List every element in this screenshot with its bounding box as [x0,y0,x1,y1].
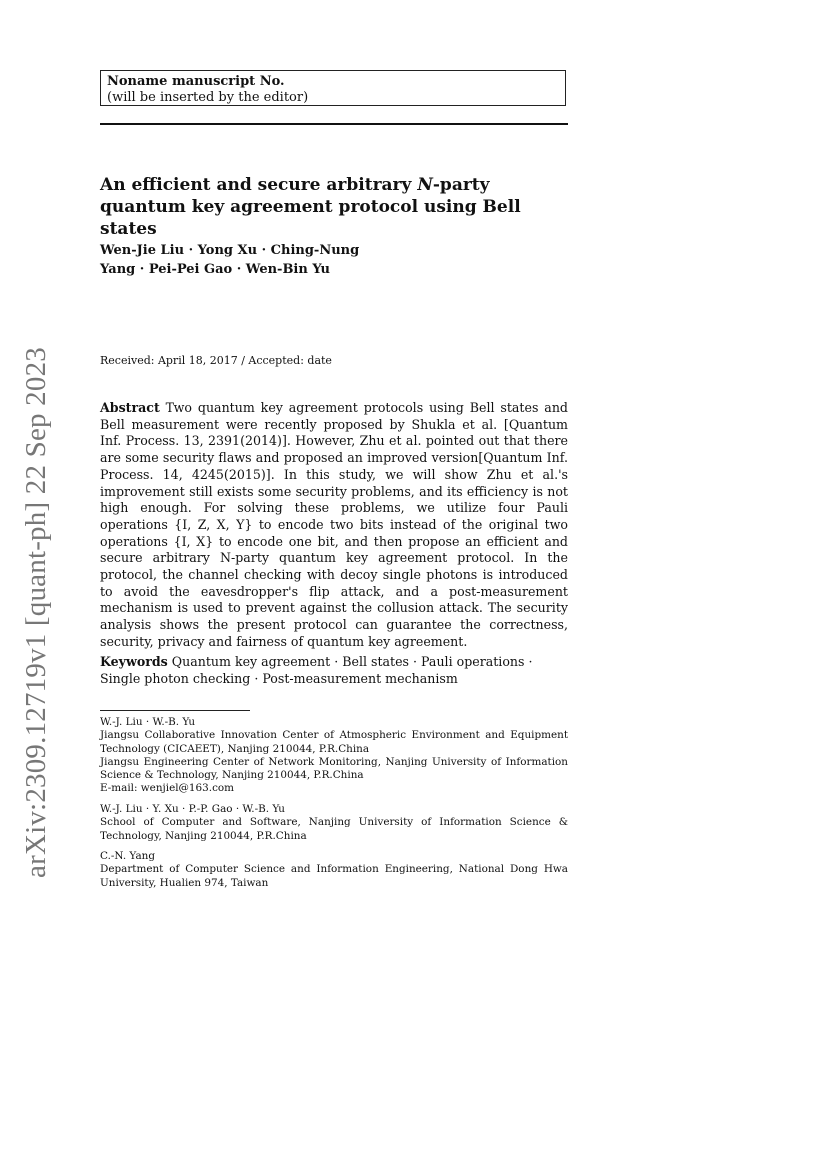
title-part-2: -party quantum key agreement protocol using Bell states [100,175,521,239]
affiliation-names: W.-J. Liu · Y. Xu · P.-P. Gao · W.-B. Yu [100,803,285,815]
affiliation-line: School of Computer and Software, Nanjing University of Information Science & Technology, Nanjing 210044, P.R.China [100,816,568,842]
affiliation-email: E-mail: wenjiel@163.com [100,782,234,795]
author-line-2: Yang · Pei-Pei Gao · Wen-Bin Yu [100,262,330,277]
author-line-1: Wen-Jie Liu · Yong Xu · Ching-Nung [100,243,360,258]
abstract [100,400,568,651]
received-date: Received: April 18, 2017 / Accepted: date [100,354,332,367]
abstract-text: Two quantum key agreement protocols using Bell states and Bell measurement were recently proposed by Shukla et al. [Quantum Inf. Process. 13, 2391(2014)]. However, Zhu et al. pointed out that there are some security flaws and proposed an improved version[Quantum Inf. Process. 14, 4245(2015)]. In this study, we will show Zhu et al.'s improvement still exists some security problems, and its efficiency is not high enough. For solving these problems, we utilize four Pauli operations {I, Z, X, Y} to encode two bits instead of the original two operations {I, X} to encode one bit, and then propose an efficient and secure arbitrary N-party quantum key agreement protocol. In the protocol, the channel checking with decoy single photons is introduced to avoid the eavesdropper's flip attack, and a post-measurement mechanism is used to prevent against the collusion attack. The security analysis shows the present protocol can guarantee the correctness, security, privacy and fairness of quantum key agreement. [100,400,568,649]
affiliation-3 [100,850,568,890]
arxiv-stamp-text: arXiv:2309.12719v1 [quant-ph] 22 Sep 2023 [19,347,52,878]
affiliation-2 [100,803,568,843]
abstract-label: Abstract [100,400,160,415]
arxiv-stamp [16,347,56,878]
editor-note: (will be inserted by the editor) [107,90,309,105]
affiliation-names: C.-N. Yang [100,850,156,862]
manuscript-number: Noname manuscript No. [107,74,285,89]
affiliation-names: W.-J. Liu · W.-B. Yu [100,716,196,728]
author-list [100,241,400,279]
affiliation-1 [100,716,568,796]
title-n-symbol: N [417,175,433,195]
keywords [100,654,568,687]
keywords-label: Keywords [100,654,168,669]
editor-box [100,70,566,106]
footnote-rule [100,710,250,711]
title-part-1: An efficient and secure arbitrary [100,175,418,195]
affiliation-line: Department of Computer Science and Information Engineering, National Dong Hwa University, Hualien 974, Taiwan [100,863,568,889]
keywords-text: Quantum key agreement · Bell states · Pauli operations · Single photon checking · Post-measurement mechanism [100,654,533,686]
affiliation-line: Jiangsu Collaborative Innovation Center of Atmospheric Environment and Equipment Technology (CICAEET), Nanjing 210044, P.R.China [100,729,568,755]
affiliation-line: Jiangsu Engineering Center of Network Monitoring, Nanjing University of Information Science & Technology, Nanjing 210044, P.R.China [100,755,568,782]
header-rule [100,123,568,125]
paper-title [100,174,570,240]
